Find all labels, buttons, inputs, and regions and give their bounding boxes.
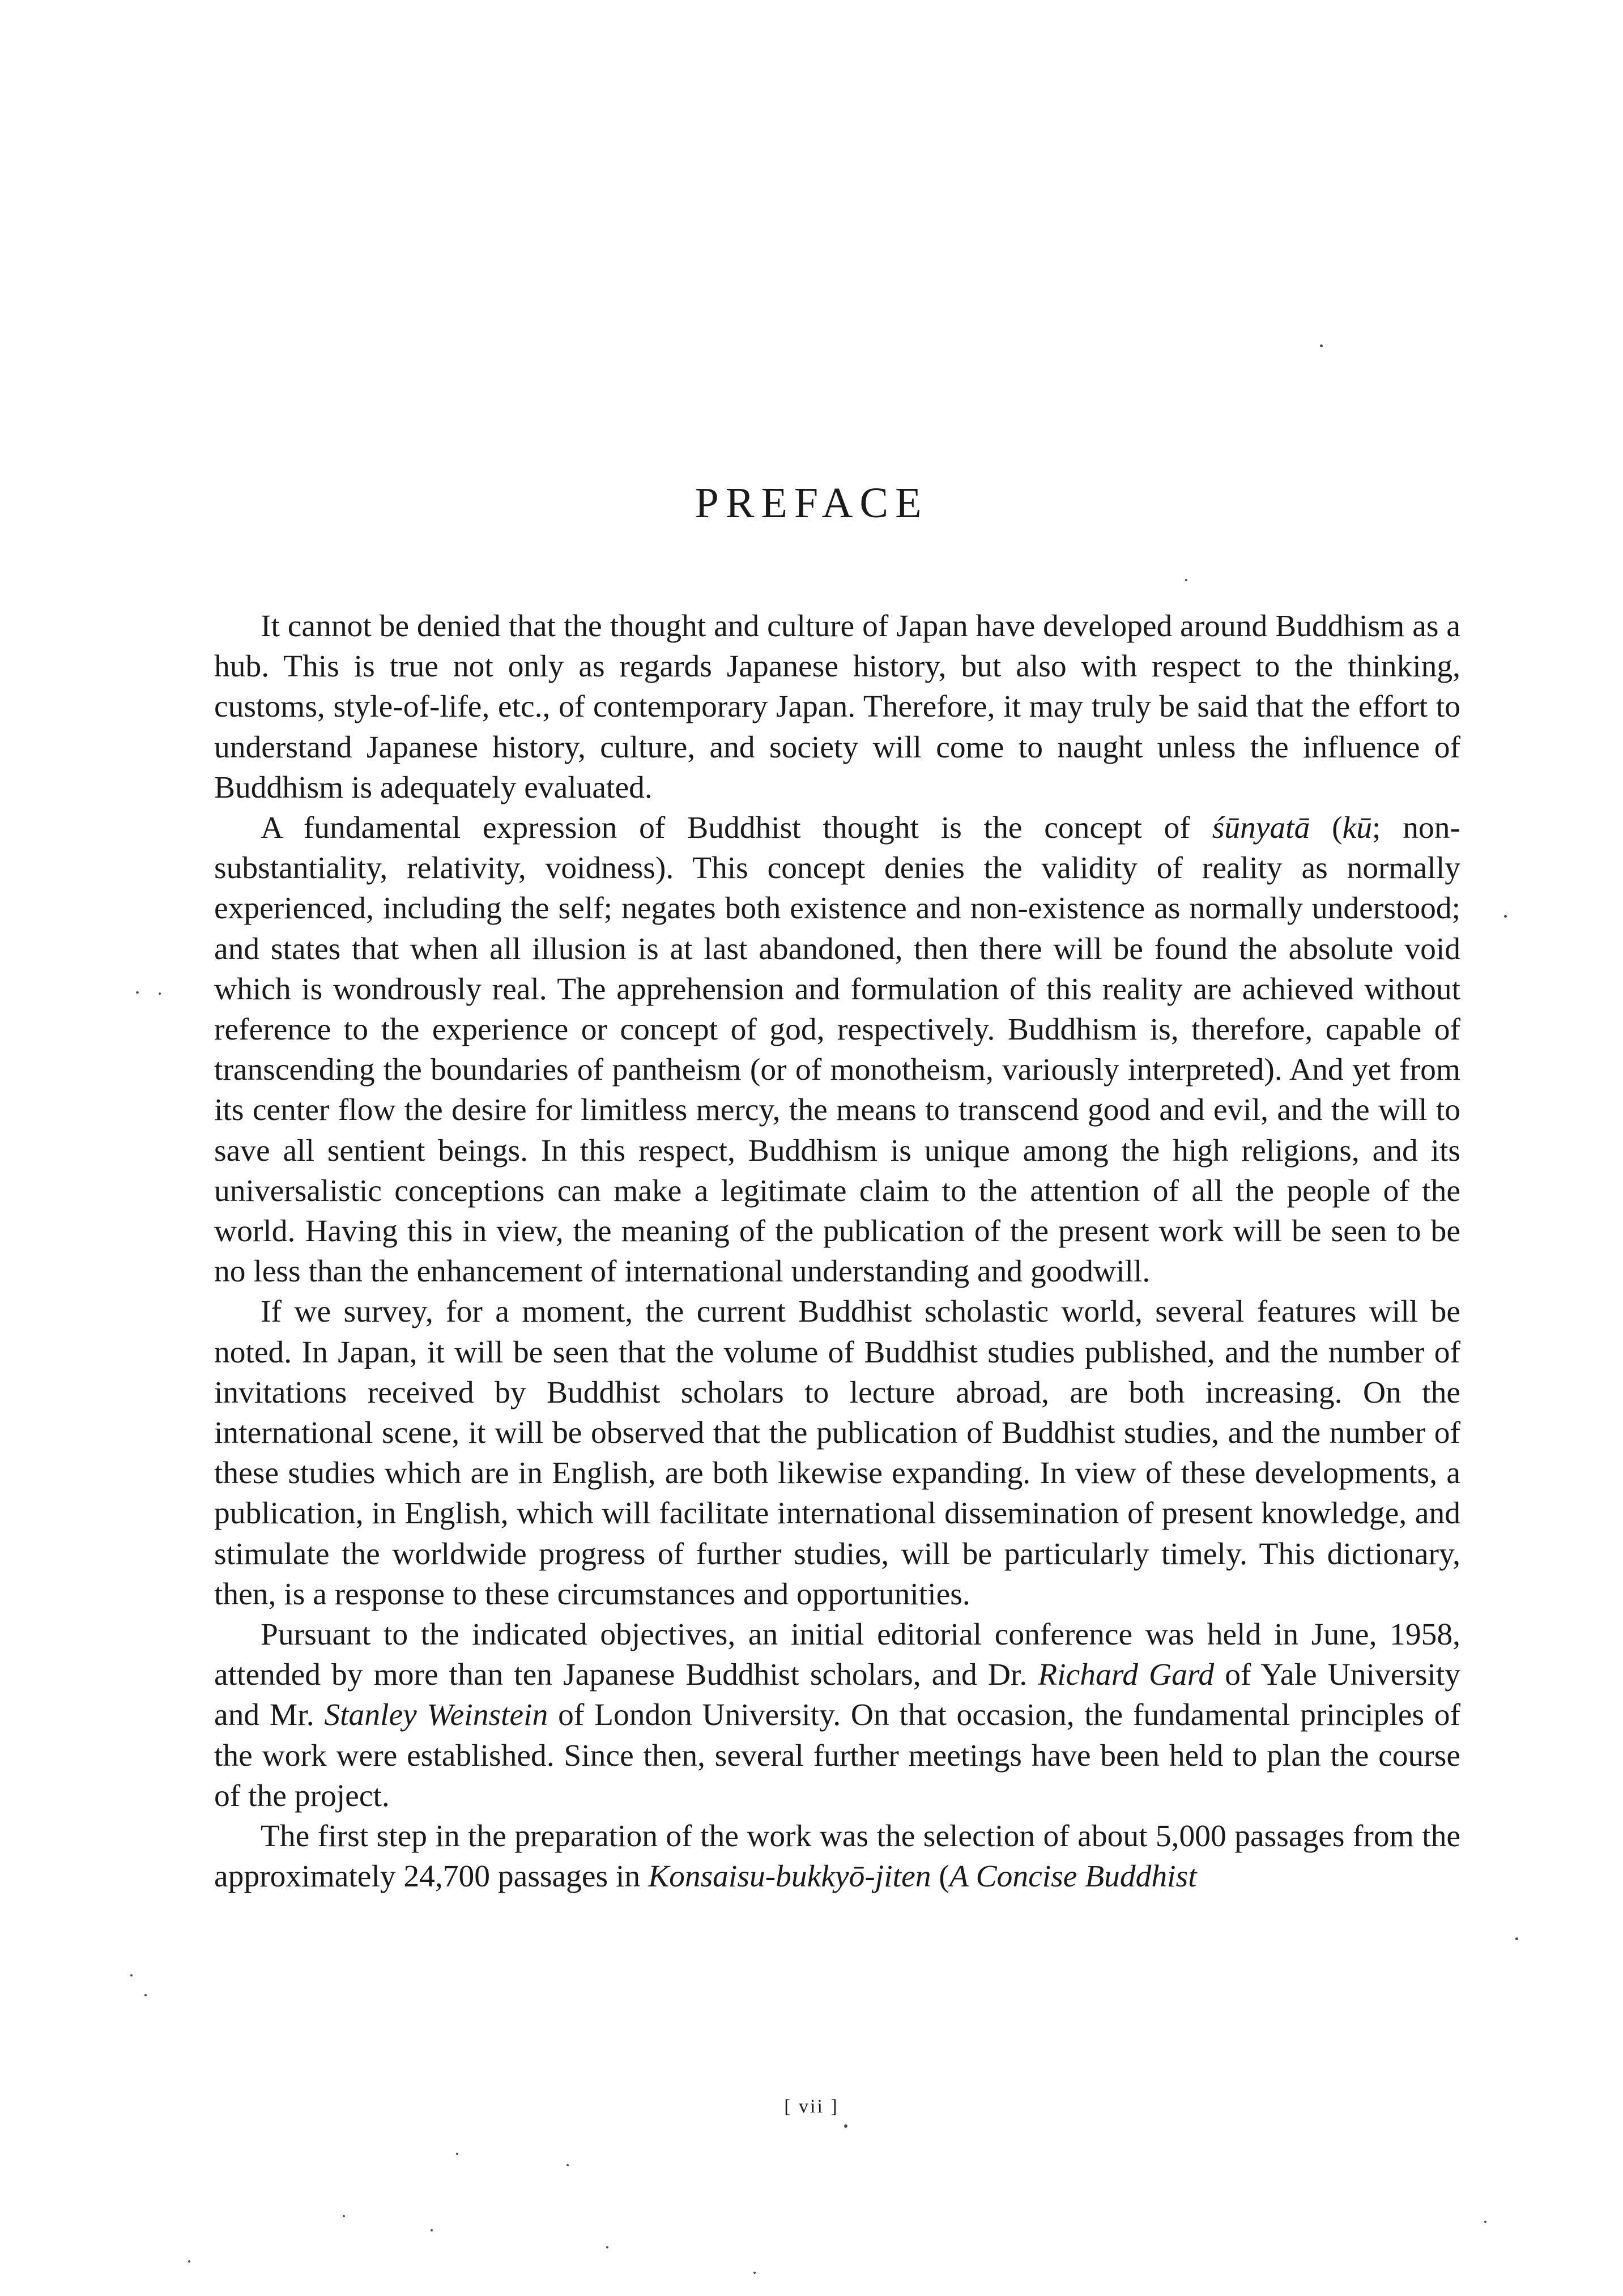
scan-speck — [130, 1974, 133, 1976]
paragraph-text: A fundamental expression of Buddhist thought is the concept of — [261, 811, 1212, 846]
italic-term: kū — [1342, 811, 1373, 846]
italic-title: Konsaisu-bukkyō-jiten — [648, 1859, 931, 1894]
scan-speck — [566, 2164, 569, 2166]
page-number: [ vii ] — [784, 2096, 839, 2117]
scan-speck — [844, 2124, 847, 2128]
scan-speck — [1320, 344, 1323, 347]
scan-speck — [431, 2229, 433, 2231]
italic-name: Richard Gard — [1038, 1658, 1215, 1693]
paragraph — [214, 1816, 1460, 1897]
paragraph-text: ( — [1310, 811, 1343, 846]
scan-speck — [136, 991, 139, 994]
paragraph — [214, 808, 1460, 1292]
scan-speck — [159, 992, 161, 995]
paragraph-text: of Yale University and Mr. — [214, 1658, 1461, 1733]
preface-body — [214, 606, 1460, 1897]
paragraph-text: ( — [931, 1859, 949, 1894]
scan-speck — [343, 2215, 345, 2217]
paragraph — [214, 606, 1460, 808]
paragraph-text: If we survey, for a moment, the current Buddhist scholastic world, several features will be noted. In Japan, it will be seen that the volume of Buddhist studies published, and the number of invitations received by Buddhist scholars to lecture abroad, are both increasing. On the international scene, it will be observed that the publication of Buddhist studies, and the number of these studies which are in English, are both likewise expanding. In view of these developments, a publication, in English, which will facilitate international dissemination of present knowledge, and stimulate the worldwide progress of further studies, will be particularly timely. This dictionary, then, is a response to these circumstances and opportunities. — [214, 1294, 1460, 1612]
scan-speck — [456, 2153, 458, 2155]
scan-speck — [1484, 2221, 1486, 2223]
page-title: PREFACE — [695, 479, 928, 527]
scan-speck — [1185, 579, 1187, 581]
scan-speck — [144, 1994, 147, 1996]
italic-term: śūnyatā — [1212, 811, 1310, 846]
paragraph — [214, 1615, 1460, 1816]
italic-title: A Concise Buddhist — [949, 1859, 1197, 1894]
paragraph-text: of London University. On that occasion, the fundamental principles of the work were established. Since then, several further meetings have been held to plan the course of the project. — [214, 1698, 1461, 1813]
scan-speck — [606, 2246, 608, 2248]
paragraph-text: It cannot be denied that the thought and culture of Japan have developed around Buddhism as a hub. This is true not only as regards Japanese history, but also with respect to the thinking, customs, style-of-life, etc., of contemporary Japan. Therefore, it may truly be said that the effort to understand Japanese history, culture, and society will come to naught unless the influence of Buddhism is adequately evaluated. — [214, 609, 1460, 805]
paragraph-text: The first step in the preparation of the work was the selection of about 5,000 passages from the approximately 24,700 passages in — [214, 1819, 1460, 1894]
scan-speck — [753, 2272, 756, 2274]
paragraph-text: ; non-substantiality, relativity, voidness). This concept denies the validity of reality as normally experienced, including the self; negates both existence and non-existence as normally understood; and states that when all illusion is at last abandoned, then there will be found the absolute void which is wondrously real. The apprehension and formulation of this reality are achieved without reference to the experience or concept of god, respectively. Buddhism is, therefore, capable of transcending the boundaries of pantheism (or of monotheism, variously interpreted). And yet from its center flow the desire for limitless mercy, the means to transcend good and evil, and the will to save all sentient beings. In this respect, Buddhism is unique among the high religions, and its universalistic conceptions can make a legitimate claim to the attention of all the people of the world. Having this in view, the meaning of the publication of the present work will be seen to be no less than the enhancement of international understanding and goodwill. — [214, 811, 1461, 1289]
paragraph-text: Pursuant to the indicated objectives, an initial editorial conference was held in June, 1958, attended by more than ten Japanese Buddhist scholars, and Dr. — [214, 1617, 1460, 1693]
scan-speck — [188, 2260, 190, 2263]
scan-speck — [1515, 1937, 1518, 1940]
scan-speck — [1504, 915, 1507, 918]
paragraph — [214, 1292, 1460, 1615]
italic-name: Stanley Weinstein — [324, 1698, 548, 1733]
